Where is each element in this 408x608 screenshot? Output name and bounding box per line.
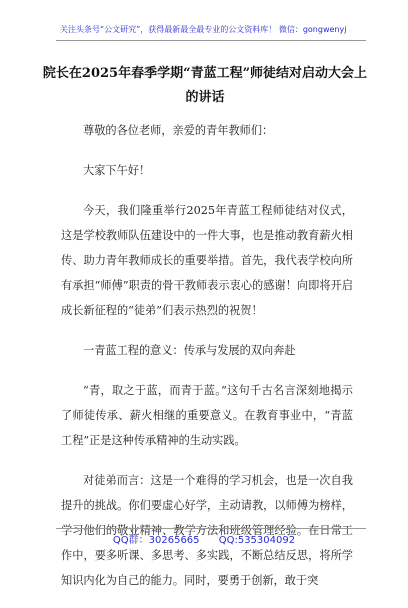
footer-divider: [56, 528, 366, 529]
footer-qq-group[interactable]: QQ群：30265665: [112, 535, 200, 546]
greeting: 大家下午好！: [83, 164, 151, 177]
body-paragraph-1: 今天，我们隆重举行2025年青蓝工程师徒结对仪式，这是学校教师队伍建设中的一件大事，也是推动教育薪火相传、助力青年教师成长的重要举措。首先，我代表学校向所有承担“师傅”职责的骨干教师表示衷心的感谢！向即将开启成长新征程的“徒弟”们表示热烈的祝贺！: [61, 204, 353, 317]
footer-qq-contact[interactable]: QQ:535304092: [218, 535, 296, 546]
footer: [0, 531, 408, 546]
header-banner[interactable]: 关注头条号“公文研究”，获得最新最全最专业的公文资料库！ 微信：gongwenyj: [60, 25, 347, 34]
body-paragraph-2: “青，取之于蓝，而青于蓝。”这句千古名言深刻地揭示了师徒传承、薪火相继的重要意义。在教育事业中，“青蓝工程”正是这种传承精神的生动实践。: [61, 384, 353, 447]
salutation: 尊敬的各位老师，亲爱的青年教师们：: [83, 124, 274, 137]
section-heading: 一青蓝工程的意义：传承与发展的双向奔赴: [83, 344, 296, 357]
body-paragraph-3: 对徒弟而言：这是一个难得的学习机会，也是一次自我提升的挑战。你们要虚心好学，主动请教，以师傅为榜样，学习他们的敬业精神、教学方法和班级管理经验。在日常工作中，要多听课、多思考、多实践，不断总结反思，将所学知识内化为自己的能力。同时，要勇于创新，敢于突: [61, 474, 353, 587]
document-title: 院长在2025年春季学期“青蓝工程”师徒结对启动大会上的讲话: [42, 66, 368, 105]
header-divider: [56, 40, 366, 41]
